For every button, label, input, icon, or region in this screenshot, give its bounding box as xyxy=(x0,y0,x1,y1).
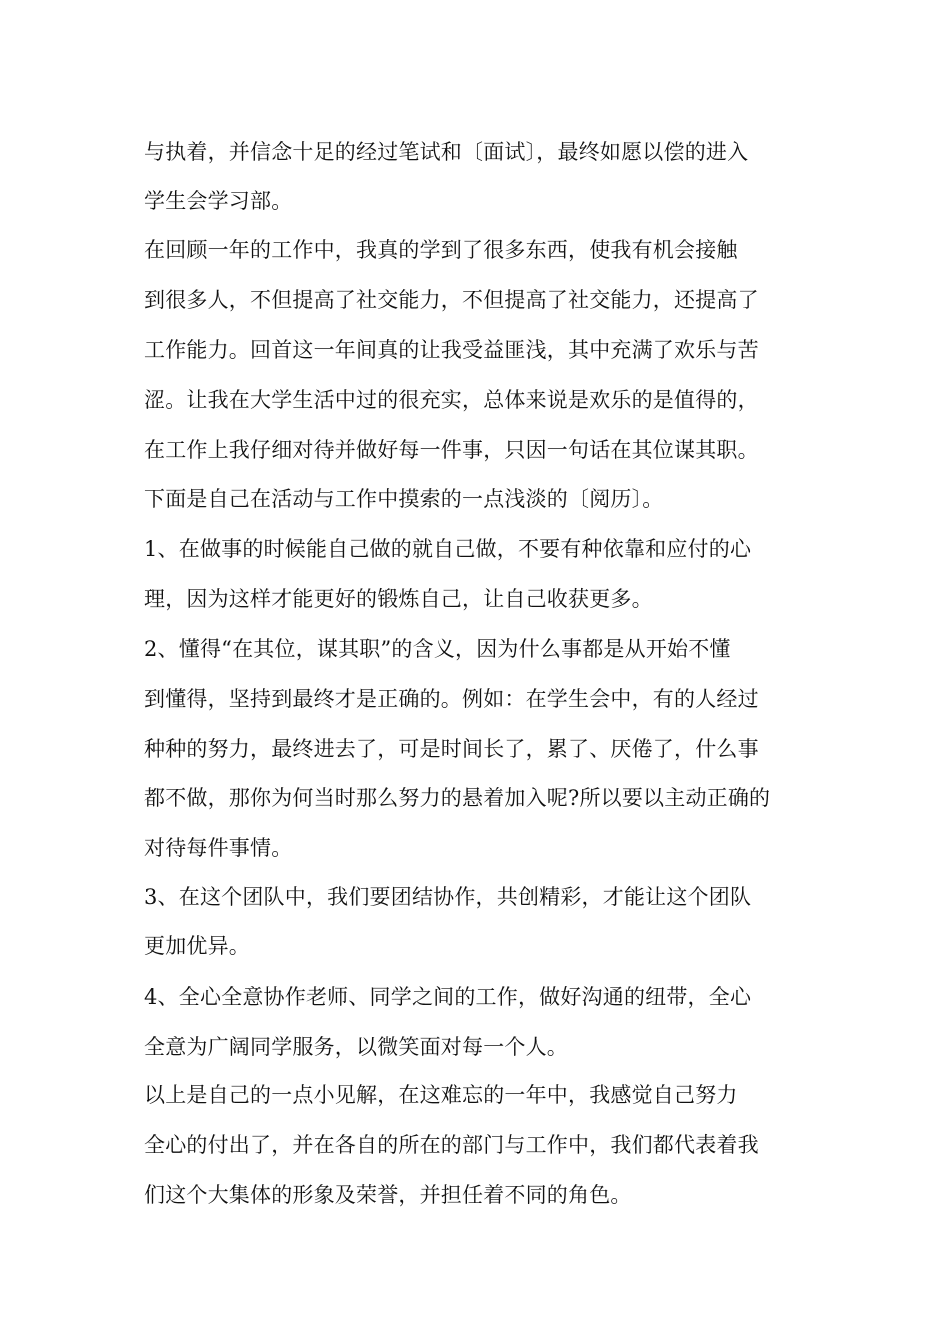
text-line: 全心的付出了，并在各自的所在的部门与工作中，我们都代表着我 xyxy=(144,1133,759,1157)
text-line: 1、在做事的时候能自己做的就自己做，不要有种依靠和应付的心 xyxy=(144,537,752,561)
text-line: 与执着，并信念十足的经过笔试和〔面试〕，最终如愿以偿的进入 xyxy=(144,140,749,164)
text-line: 种种的努力，最终进去了，可是时间长了，累了、厌倦了，什么事 xyxy=(144,737,759,761)
text-line: 学生会学习部。 xyxy=(144,189,293,213)
text-line: 下面是自己在活动与工作中摸索的一点浅淡的〔阅历〕。 xyxy=(144,487,664,511)
text-line: 以上是自己的一点小见解，在这难忘的一年中，我感觉自己努力 xyxy=(144,1083,738,1107)
text-line: 更加优异。 xyxy=(144,934,250,958)
text-line: 对待每件事情。 xyxy=(144,836,293,860)
text-line: 们这个大集体的形象及荣誉，并担任着不同的角色。 xyxy=(144,1183,632,1207)
text-line: 在回顾一年的工作中，我真的学到了很多东西，使我有机会接触 xyxy=(144,238,738,262)
text-line: 4、全心全意协作老师、同学之间的工作，做好沟通的纽带，全心 xyxy=(144,985,752,1009)
text-line: 到懂得，坚持到最终才是正确的。例如：在学生会中，有的人经过 xyxy=(144,687,759,711)
text-line: 到很多人，不但提高了社交能力，不但提高了社交能力，还提高了 xyxy=(144,288,759,312)
text-line: 理，因为这样才能更好的锻炼自己，让自己收获更多。 xyxy=(144,587,653,611)
text-line: 3、在这个团队中，我们要团结协作，共创精彩，才能让这个团队 xyxy=(144,885,752,909)
text-line: 在工作上我仔细对待并做好每一件事，只因一句话在其位谋其职。 xyxy=(144,438,759,462)
text-line: 全意为广阔同学服务，以微笑面对每一个人。 xyxy=(144,1035,568,1059)
text-line: 2、懂得“在其位，谋其职”的含义，因为什么事都是从开始不懂 xyxy=(144,637,731,661)
text-line: 工作能力。回首这一年间真的让我受益匪浅，其中充满了欢乐与苦 xyxy=(144,338,759,362)
text-line: 涩。让我在大学生活中过的很充实，总体来说是欢乐的是值得的， xyxy=(144,388,759,412)
text-line: 都不做，那你为何当时那么努力的悬着加入呢?所以要以主动正确的 xyxy=(144,786,771,810)
